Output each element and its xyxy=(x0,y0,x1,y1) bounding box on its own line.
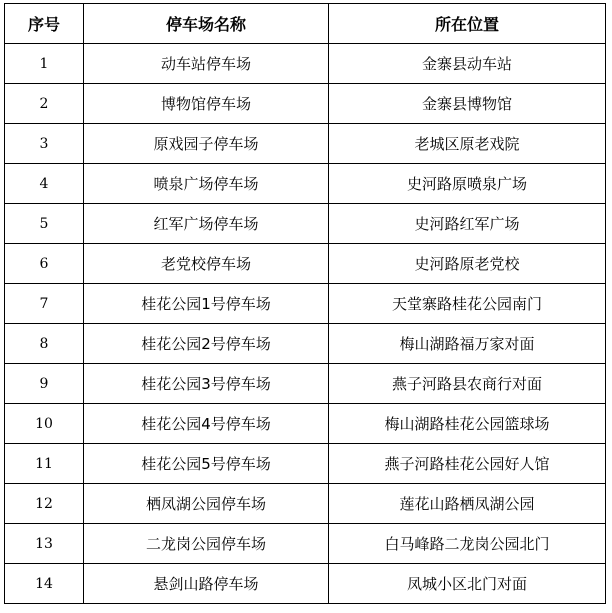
cell-serial-number: 7 xyxy=(5,284,84,324)
table-body xyxy=(5,44,606,604)
cell-location: 梅山湖路桂花公园篮球场 xyxy=(329,404,606,444)
table-row xyxy=(5,84,606,124)
table-row xyxy=(5,164,606,204)
cell-serial-number: 13 xyxy=(5,524,84,564)
table-row xyxy=(5,324,606,364)
cell-location: 老城区原老戏院 xyxy=(329,124,606,164)
cell-parking-name: 原戏园子停车场 xyxy=(84,124,329,164)
cell-location: 天堂寨路桂花公园南门 xyxy=(329,284,606,324)
cell-location: 史河路原老党校 xyxy=(329,244,606,284)
cell-serial-number: 10 xyxy=(5,404,84,444)
cell-serial-number: 9 xyxy=(5,364,84,404)
cell-parking-name: 桂花公园1号停车场 xyxy=(84,284,329,324)
cell-location: 梅山湖路福万家对面 xyxy=(329,324,606,364)
column-header-parking-name: 停车场名称 xyxy=(84,4,329,44)
cell-parking-name: 二龙岗公园停车场 xyxy=(84,524,329,564)
cell-parking-name: 喷泉广场停车场 xyxy=(84,164,329,204)
cell-location: 燕子河路县农商行对面 xyxy=(329,364,606,404)
cell-parking-name: 博物馆停车场 xyxy=(84,84,329,124)
column-header-serial-number: 序号 xyxy=(5,4,84,44)
cell-parking-name: 悬剑山路停车场 xyxy=(84,564,329,604)
table-row xyxy=(5,484,606,524)
cell-parking-name: 老党校停车场 xyxy=(84,244,329,284)
cell-location: 金寨县动车站 xyxy=(329,44,606,84)
cell-parking-name: 桂花公园2号停车场 xyxy=(84,324,329,364)
cell-serial-number: 1 xyxy=(5,44,84,84)
cell-parking-name: 桂花公园4号停车场 xyxy=(84,404,329,444)
cell-location: 莲花山路栖凤湖公园 xyxy=(329,484,606,524)
cell-location: 凤城小区北门对面 xyxy=(329,564,606,604)
cell-location: 史河路原喷泉广场 xyxy=(329,164,606,204)
table-row xyxy=(5,204,606,244)
cell-parking-name: 桂花公园3号停车场 xyxy=(84,364,329,404)
cell-location: 金寨县博物馆 xyxy=(329,84,606,124)
table-row xyxy=(5,444,606,484)
cell-parking-name: 桂花公园5号停车场 xyxy=(84,444,329,484)
cell-serial-number: 6 xyxy=(5,244,84,284)
table-row xyxy=(5,524,606,564)
cell-serial-number: 5 xyxy=(5,204,84,244)
cell-parking-name: 红军广场停车场 xyxy=(84,204,329,244)
cell-parking-name: 栖凤湖公园停车场 xyxy=(84,484,329,524)
table-row xyxy=(5,124,606,164)
table-row xyxy=(5,284,606,324)
table-header-row xyxy=(5,4,606,44)
cell-serial-number: 4 xyxy=(5,164,84,204)
cell-parking-name: 动车站停车场 xyxy=(84,44,329,84)
cell-location: 燕子河路桂花公园好人馆 xyxy=(329,444,606,484)
table-row xyxy=(5,564,606,604)
cell-location: 白马峰路二龙岗公园北门 xyxy=(329,524,606,564)
table-row xyxy=(5,364,606,404)
cell-serial-number: 8 xyxy=(5,324,84,364)
cell-serial-number: 3 xyxy=(5,124,84,164)
parking-lot-table xyxy=(4,3,606,604)
table-row xyxy=(5,404,606,444)
cell-serial-number: 2 xyxy=(5,84,84,124)
column-header-location: 所在位置 xyxy=(329,4,606,44)
cell-serial-number: 14 xyxy=(5,564,84,604)
cell-serial-number: 12 xyxy=(5,484,84,524)
cell-location: 史河路红军广场 xyxy=(329,204,606,244)
table-row xyxy=(5,244,606,284)
cell-serial-number: 11 xyxy=(5,444,84,484)
table-row xyxy=(5,44,606,84)
